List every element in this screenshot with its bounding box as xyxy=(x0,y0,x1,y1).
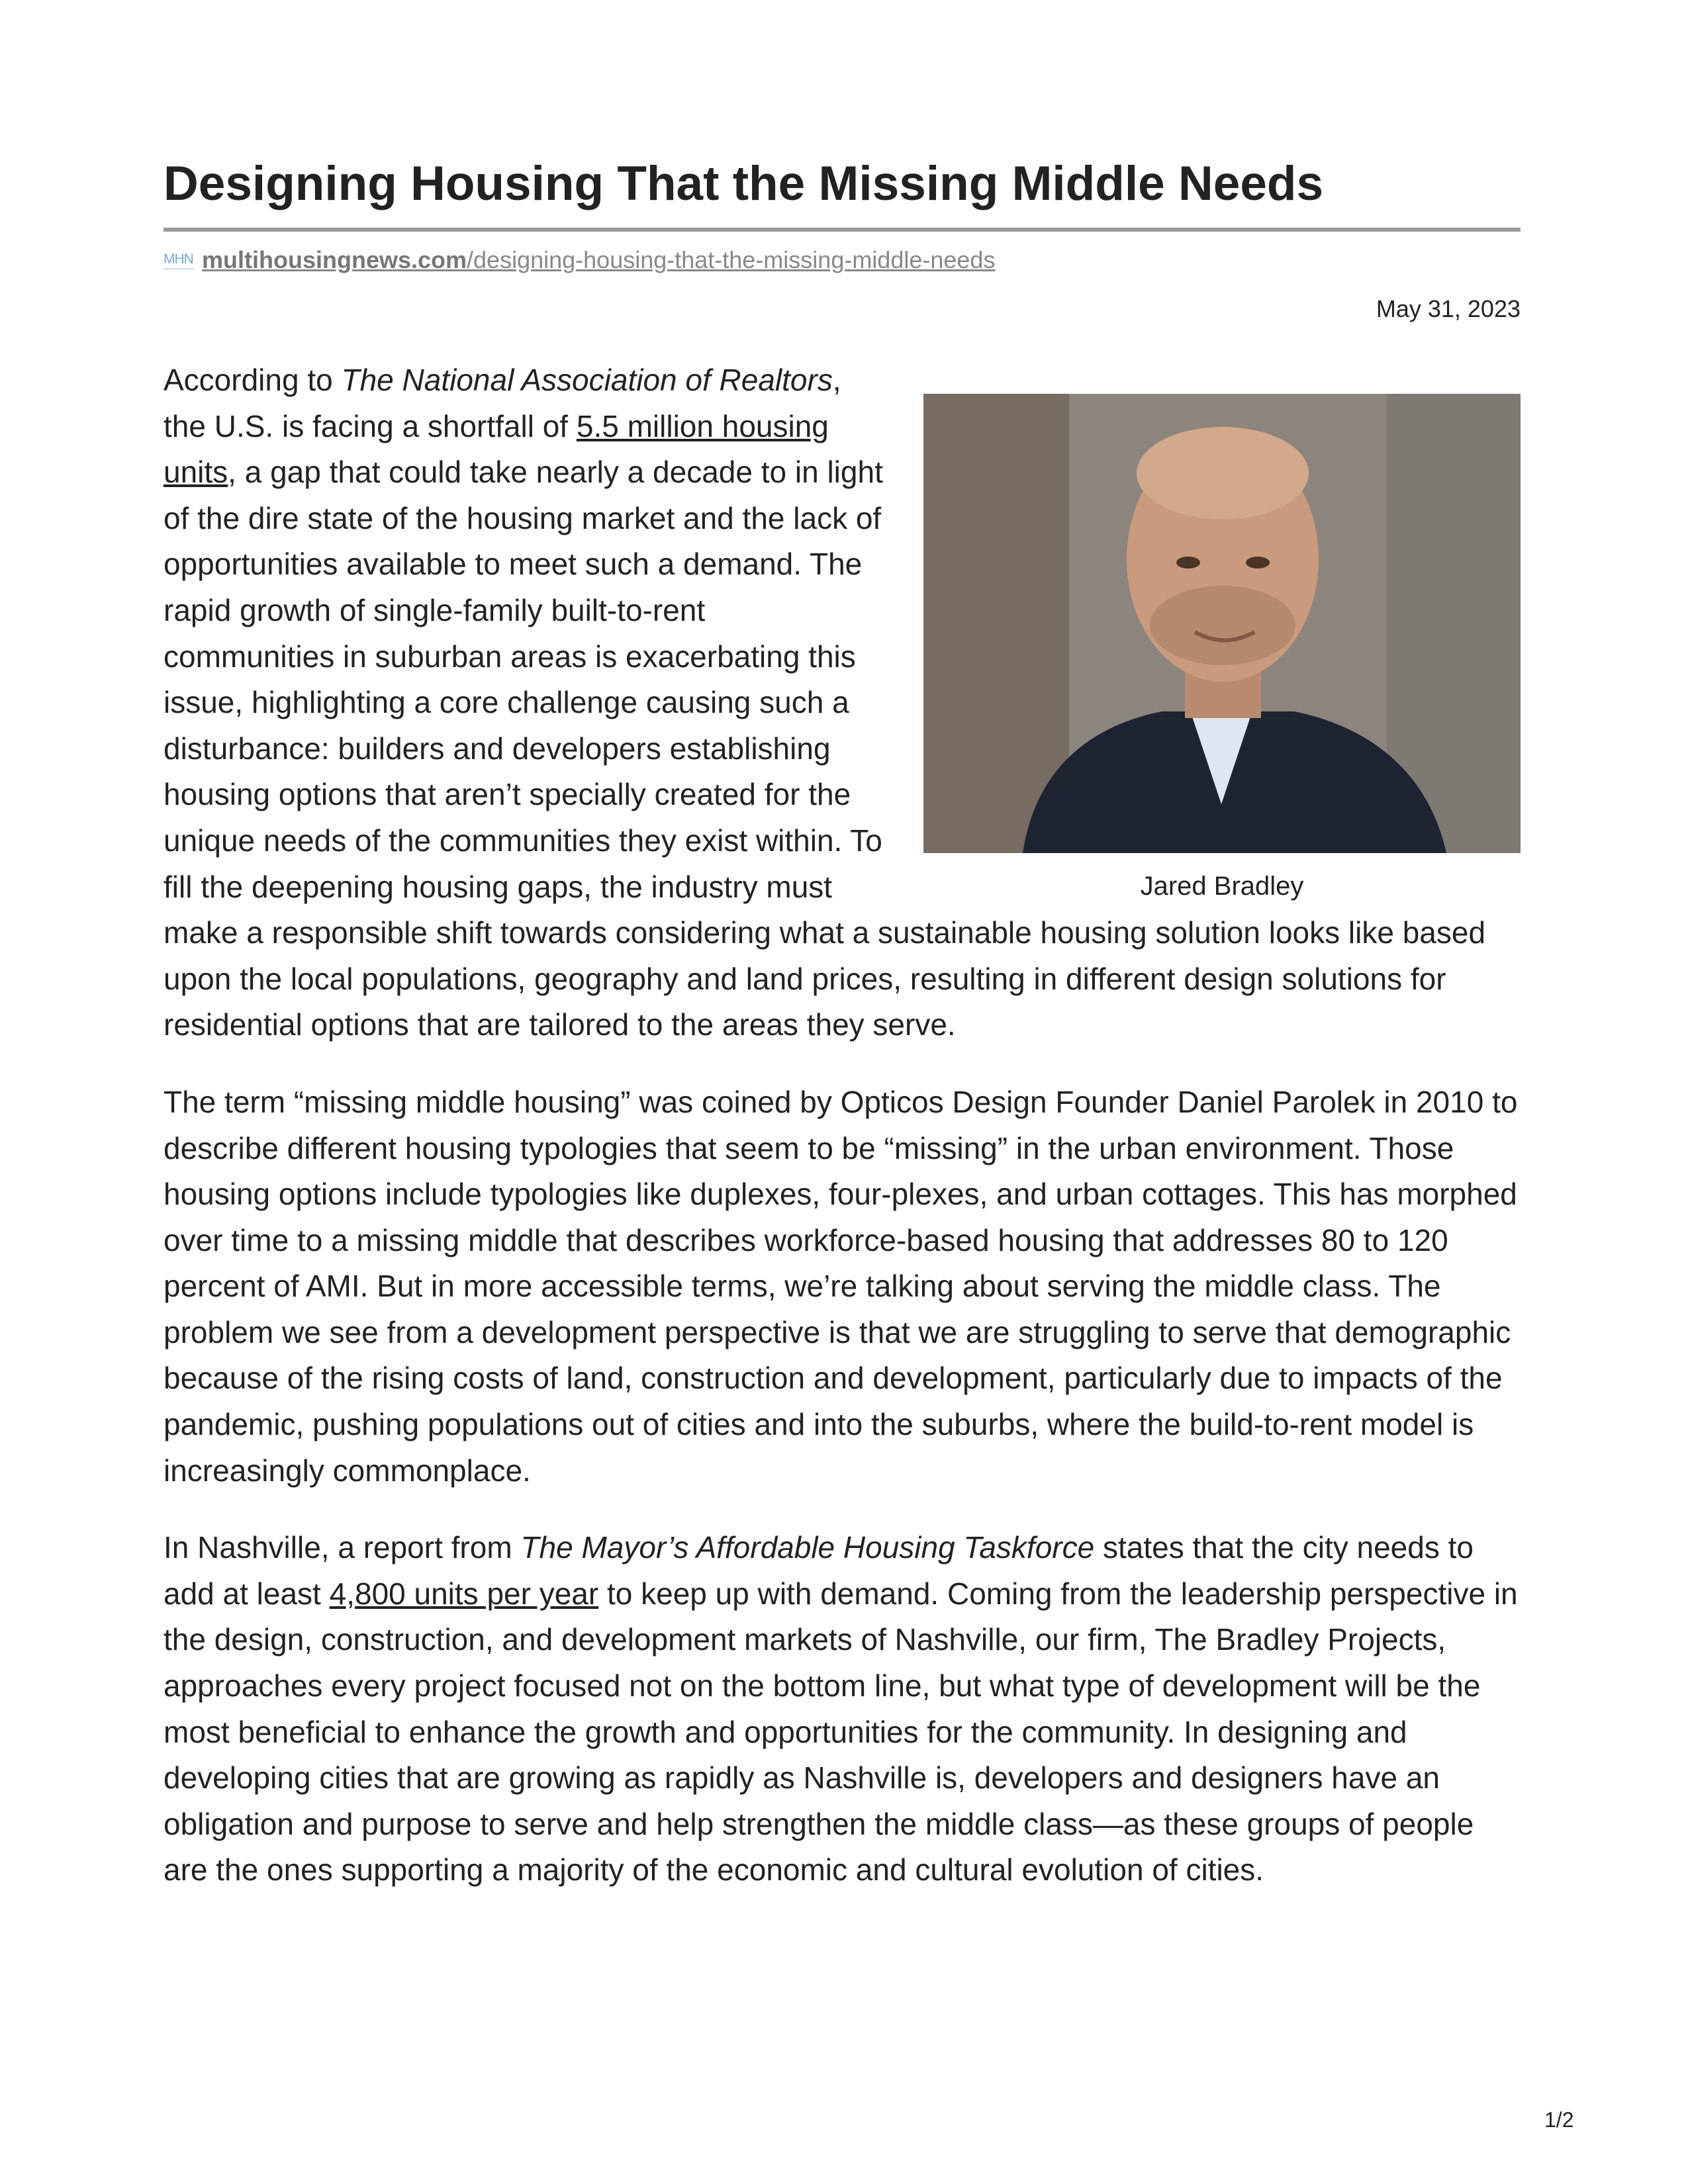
organization-name: The National Association of Realtors xyxy=(341,363,833,397)
document-page xyxy=(164,0,1521,2184)
report-name: The Mayor’s Affordable Housing Taskforce xyxy=(520,1530,1095,1565)
source-path: /designing-housing-that-the-missing-middle-needs xyxy=(467,246,996,273)
housing-shortfall-link[interactable]: 5.5 million housing units xyxy=(164,408,829,490)
source-url-link[interactable] xyxy=(202,246,995,274)
article-title: Designing Housing That the Missing Middle Needs xyxy=(164,157,1324,210)
source-line xyxy=(164,244,995,277)
publish-date: May 31, 2023 xyxy=(1376,295,1521,322)
page-number: 1/2 xyxy=(1544,2108,1574,2132)
author-photo xyxy=(923,394,1521,853)
title-divider xyxy=(164,228,1521,232)
source-domain: multihousingnews.com xyxy=(202,246,467,273)
paragraph-2: The term “missing middle housing” was coined by Opticos Design Founder Daniel Parolek in 2010 to describe different housing typologies that seem to be “missing” in the urban environment. Those housing options include typologies like duplexes, four-plexes, and urban cottages. This has morphed over time to a missing middle that describes workforce-based housing that addresses 80 to 120 percent of AMI. But in more accessible terms, we’re talking about serving the middle class. The problem we see from a development perspective is that we are struggling to serve that demographic because of the rising costs of land, construction and development, particularly due to impacts of the pandemic, pushing populations out of cities and into the suburbs, where the build-to-rent model is increasingly commonplace. xyxy=(164,1084,1518,1488)
paragraph-3: In Nashville, a report from The Mayor’s Affordable Housing Taskforce states that the city needs to add at least 4,800 units per year to keep up with demand. Coming from the leadership perspective in the design, construction, and development markets of Nashville, our firm, The Bradley Projects, approaches every project focused not on the bottom line, but what type of development will be the most beneficial to enhance the growth and opportunities for the community. In designing and developing cities that are growing as rapidly as Nashville is, developers and designers have an obligation and purpose to serve and help strengthen the middle class—as these groups of people are the ones supporting a majority of the economic and cultural evolution of cities. xyxy=(164,1530,1518,1888)
author-portrait-image xyxy=(923,394,1521,853)
paragraph-1: According to The National Association of Realtors, the U.S. is facing a shortfall of 5.5 million housing units, a gap that could take nearly a decade to in light of the dire state of the housing market and the lack of opportunities available to meet such a demand. The rapid growth of single-family built-to-rent communities in suburban areas is exacerbating this issue, highlighting a core challenge causing such a disturbance: builders and developers establishing housing options that aren’t specially created for the unique needs of the communities they exist within. To fill the deepening housing gaps, the industry must make a responsible shift towards considering what a sustainable housing solution looks like based upon the local populations, geography and land prices, resulting in different design solutions for residential options that are tailored to the areas they serve. xyxy=(164,363,1486,1042)
article-body xyxy=(164,357,1521,1925)
photo-caption: Jared Bradley xyxy=(1140,872,1304,901)
units-per-year-link[interactable]: 4,800 units per year xyxy=(329,1576,599,1611)
author-figure xyxy=(923,394,1521,909)
site-logo-icon: MHN xyxy=(164,251,194,269)
